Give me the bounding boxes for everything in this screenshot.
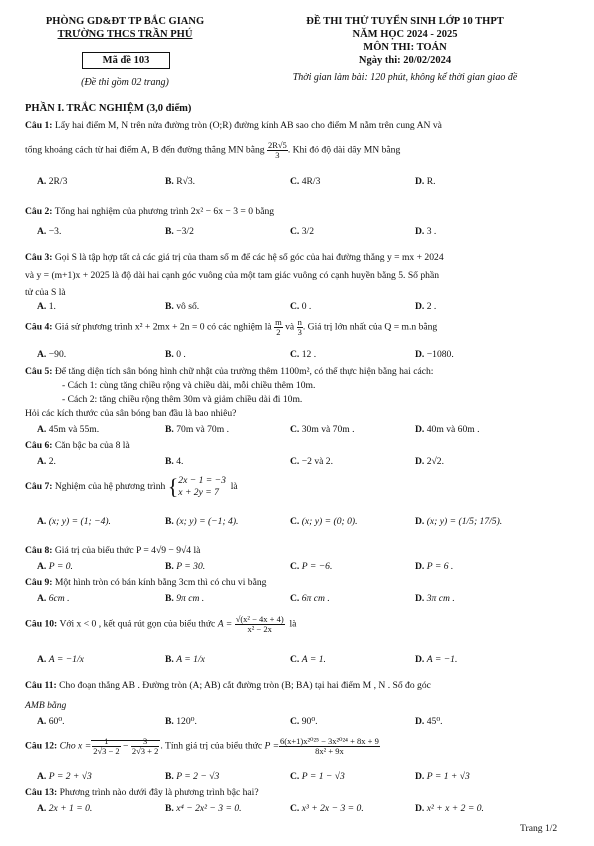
- q2-option-d[interactable]: D. 3 .: [415, 226, 437, 237]
- q5-option-b[interactable]: B. 70m và 70m .: [165, 424, 229, 435]
- q2-option-a[interactable]: A. −3.: [37, 226, 62, 237]
- q2-option-c[interactable]: C. 3/2: [290, 226, 314, 237]
- school-name: TRƯỜNG THCS TRẦN PHÚ: [57, 29, 193, 40]
- question-6: Câu 6: Căn bậc ba của 8 là: [25, 440, 130, 451]
- q12-option-d[interactable]: D. P = 1 + √3: [415, 771, 470, 782]
- q12-option-a[interactable]: A. P = 2 + √3: [37, 771, 92, 782]
- q12-option-c[interactable]: C. P = 1 − √3: [290, 771, 345, 782]
- q8-option-b[interactable]: B. P = 30.: [165, 561, 206, 572]
- q9-option-b[interactable]: B. 9π cm .: [165, 593, 205, 604]
- q4-option-b[interactable]: B. 0 .: [165, 349, 186, 360]
- q5-option-c[interactable]: C. 30m và 70m .: [290, 424, 355, 435]
- q5-option-a[interactable]: A. 45m và 55m.: [37, 424, 100, 435]
- question-5-ask: Hỏi các kích thước của sân bóng ban đầu là bao nhiêu?: [25, 408, 237, 419]
- question-1-line-1: Câu 1: Lấy hai điểm M, N trên nửa đường tròn (O;R) đường kính AB sao cho điểm M nằm trên cung AN và: [25, 120, 442, 131]
- q2-option-b[interactable]: B. −3/2: [165, 226, 194, 237]
- q13-option-d[interactable]: D. x² + x + 2 = 0.: [415, 803, 484, 814]
- page-count-note: (Đề thi gồm 02 trang): [81, 77, 169, 88]
- time-limit: Thời gian làm bài: 120 phút, không kể thời gian giao đề: [292, 72, 518, 83]
- q13-option-b[interactable]: B. x⁴ − 2x² − 3 = 0.: [165, 803, 242, 814]
- q7-option-d[interactable]: D. (x; y) = (1/5; 17/5).: [415, 516, 503, 527]
- question-9: Câu 9: Một hình tròn có bán kính bằng 3cm thì có chu vi bằng: [25, 577, 267, 588]
- q10-option-c[interactable]: C. A = 1.: [290, 654, 326, 665]
- q6-option-b[interactable]: B. 4.: [165, 456, 184, 467]
- q4-option-d[interactable]: D. −1080.: [415, 349, 454, 360]
- question-3-line-3: tử của S là: [25, 287, 66, 298]
- q7-option-b[interactable]: B. (x; y) = (−1; 4).: [165, 516, 239, 527]
- q3-option-b[interactable]: B. vô số.: [165, 301, 200, 312]
- section-title: PHẦN I. TRẮC NGHIỆM (3,0 điểm): [25, 103, 192, 114]
- question-5-line-1: Câu 5: Để tăng diện tích sân bóng hình chữ nhật của trường thêm 1100m², có thể thực hiện bằng hai cách:: [25, 366, 434, 377]
- q9-option-d[interactable]: D. 3π cm .: [415, 593, 455, 604]
- q3-option-d[interactable]: D. 2 .: [415, 301, 437, 312]
- question-11-line-2: AMB bằng: [25, 700, 67, 711]
- q10-option-a[interactable]: A. A = −1/x: [37, 654, 84, 665]
- exam-title: ĐỀ THI THỬ TUYỂN SINH LỚP 10 THPT: [306, 16, 504, 27]
- question-8: Câu 8: Giá trị của biểu thức P = 4√9 − 9√4 là: [25, 545, 201, 556]
- question-5-method-1: - Cách 1: cùng tăng chiều rộng và chiều dài, mỗi chiều thêm 10m.: [62, 380, 316, 391]
- question-2: Câu 2: Tổng hai nghiệm của phương trình 2x² − 6x − 3 = 0 bằng: [25, 206, 275, 217]
- q7-option-c[interactable]: C. (x; y) = (0; 0).: [290, 516, 358, 527]
- question-1-line-2: tổng khoảng cách từ hai điểm A, B đến đường thẳng MN bằng $\frac{2R√5}{3}$ . Khi đó độ dài dây MN bằng: [25, 140, 401, 160]
- question-3-line-1: Câu 3: Gọi S là tập hợp tất cả các giá trị của tham số m để các hệ số góc của hai đường thẳng y = mx + 2024: [25, 252, 444, 263]
- question-label: Câu 1:: [25, 120, 53, 131]
- exam-date: Ngày thi: 20/02/2024: [358, 55, 452, 66]
- q6-option-c[interactable]: C. −2 và 2.: [290, 456, 333, 467]
- question-5-method-2: - Cách 2: tăng chiều rộng thêm 30m và giảm chiều dài đi 10m.: [62, 394, 303, 405]
- school-year: NĂM HỌC 2024 - 2025: [352, 29, 458, 40]
- page-number: Trang 1/2: [520, 823, 558, 834]
- q1-option-a[interactable]: A. 2R/3: [37, 176, 68, 187]
- q9-option-a[interactable]: A. 6cm .: [37, 593, 70, 604]
- q11-option-c[interactable]: C. 90⁰.: [290, 716, 318, 727]
- q13-option-a[interactable]: A. 2x + 1 = 0.: [37, 803, 93, 814]
- q4-option-c[interactable]: C. 12 .: [290, 349, 317, 360]
- q11-option-a[interactable]: A. 60⁰.: [37, 716, 65, 727]
- q8-option-a[interactable]: A. P = 0.: [37, 561, 73, 572]
- department-name: PHÒNG GD&ĐT TP BẮC GIANG: [45, 16, 205, 27]
- q6-option-d[interactable]: D. 2√2.: [415, 456, 444, 467]
- q3-option-c[interactable]: C. 0 .: [290, 301, 312, 312]
- question-4: Câu 4: Giả sử phương trình x² + 2mx + 2n = 0 có các nghiệm là $\frac{m}{2}$ và $\frac{n}{3}$ . Giá trị lớn nhất của Q = m.n bằng: [25, 317, 438, 337]
- q1-option-b[interactable]: B. R√3.: [165, 176, 196, 187]
- q9-option-c[interactable]: C. 6π cm .: [290, 593, 330, 604]
- question-11-line-1: Câu 11: Cho đoạn thẳng AB . Đường tròn (A; AB) cắt đường tròn (B; BA) tại hai điểm M , N . Số đo góc: [25, 680, 431, 691]
- q5-option-d[interactable]: D. 40m và 60m .: [415, 424, 480, 435]
- q3-option-a[interactable]: A. 1.: [37, 301, 56, 312]
- question-12: Câu 12: Cho x = $\frac{1}{2√3 - 2}$ − $\frac{3}{2√3 + 2}$ . Tính giá trị của biểu thức P = $\frac{\text{6(x+1)x²⁰²⁵ − 3x²⁰²⁴ + 8x + 9}}{\text{8x² + 9x}}$: [25, 736, 379, 756]
- q13-option-c[interactable]: C. x³ + 2x − 3 = 0.: [290, 803, 364, 814]
- q4-option-a[interactable]: A. −90.: [37, 349, 67, 360]
- q10-option-d[interactable]: D. A = −1.: [415, 654, 458, 665]
- q12-option-b[interactable]: B. P = 2 − √3: [165, 771, 220, 782]
- subject: MÔN THI: TOÁN: [363, 42, 447, 53]
- question-7: Câu 7: Nghiệm của hệ phương trình {2x − 1 = −3 x + 2y = 7 là: [25, 473, 238, 499]
- q7-option-a[interactable]: A. (x; y) = (1; −4).: [37, 516, 111, 527]
- q8-option-c[interactable]: C. P = −6.: [290, 561, 333, 572]
- q11-option-b[interactable]: B. 120⁰.: [165, 716, 197, 727]
- exam-code: Mã đề 103: [82, 52, 170, 69]
- q8-option-d[interactable]: D. P = 6 .: [415, 561, 454, 572]
- q1-option-d[interactable]: D. R.: [415, 176, 436, 187]
- q6-option-a[interactable]: A. 2.: [37, 456, 56, 467]
- q10-option-b[interactable]: B. A = 1/x: [165, 654, 205, 665]
- q1-option-c[interactable]: C. 4R/3: [290, 176, 321, 187]
- question-10: Câu 10: Với x < 0 , kết quả rút gọn của biểu thức A = $\frac{\text{√(x² − 4x + 4)}}{\text{x² − 2x}}$ là: [25, 614, 297, 634]
- question-13: Câu 13: Phương trình nào dưới đây là phương trình bậc hai?: [25, 787, 259, 798]
- question-3-line-2: và y = (m+1)x + 2025 là độ dài hai cạnh góc vuông của một tam giác vuông có cạnh huyền bằng 5. Số phần: [25, 270, 440, 281]
- q11-option-d[interactable]: D. 45⁰.: [415, 716, 443, 727]
